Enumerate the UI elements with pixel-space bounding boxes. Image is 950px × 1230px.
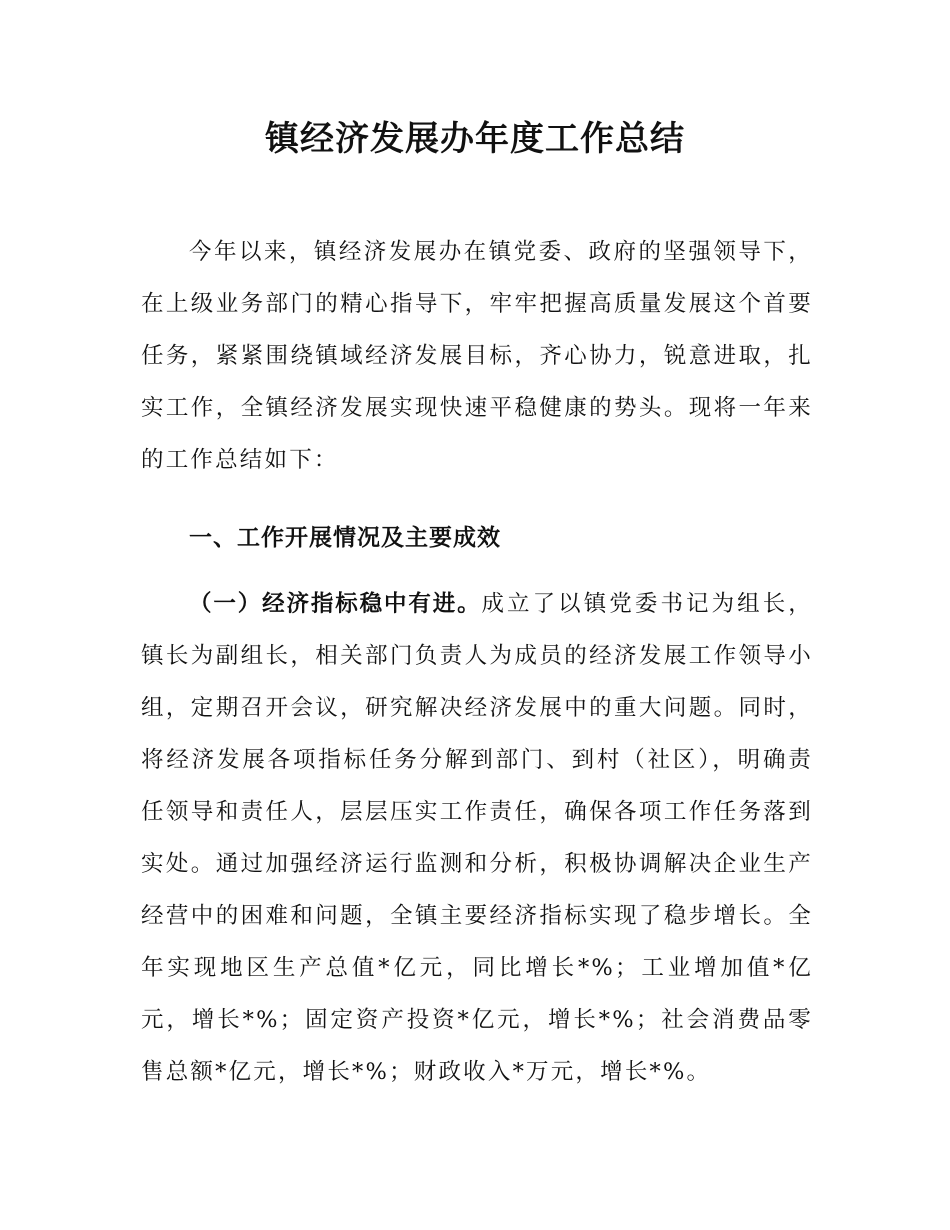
document-title: 镇经济发展办年度工作总结 (265, 119, 685, 159)
subsection-paragraph (141, 578, 813, 1098)
subsection-lead: （一）经济指标稳中有进。 (189, 591, 482, 617)
section-heading: 一、工作开展情况及主要成效 (189, 525, 501, 551)
subsection-text: 成立了以镇党委书记为组长，镇长为副组长，相关部门负责人为成员的经济发展工作领导小组，定期召开会议，研究解决经济发展中的重大问题。同时，将经济发展各项指标任务分解到部门、到村（社区），明确责任领导和责任人，层层压实工作责任，确保各项工作任务落到实处。通过加强经济运行监测和分析，积极协调解决企业生产经营中的困难和问题，全镇主要经济指标实现了稳步增长。全年实现地区生产总值*亿元，同比增长*%；工业增加值*亿元，增长*%；固定资产投资*亿元，增长*%；社会消费品零售总额*亿元，增长*%；财政收入*万元，增长*%。 (141, 591, 813, 1085)
intro-paragraph: 今年以来，镇经济发展办在镇党委、政府的坚强领导下，在上级业务部门的精心指导下，牢牢把握高质量发展这个首要任务，紧紧围绕镇域经济发展目标，齐心协力，锐意进取，扎实工作，全镇经济发展实现快速平稳健康的势头。现将一年来的工作总结如下： (141, 239, 813, 473)
